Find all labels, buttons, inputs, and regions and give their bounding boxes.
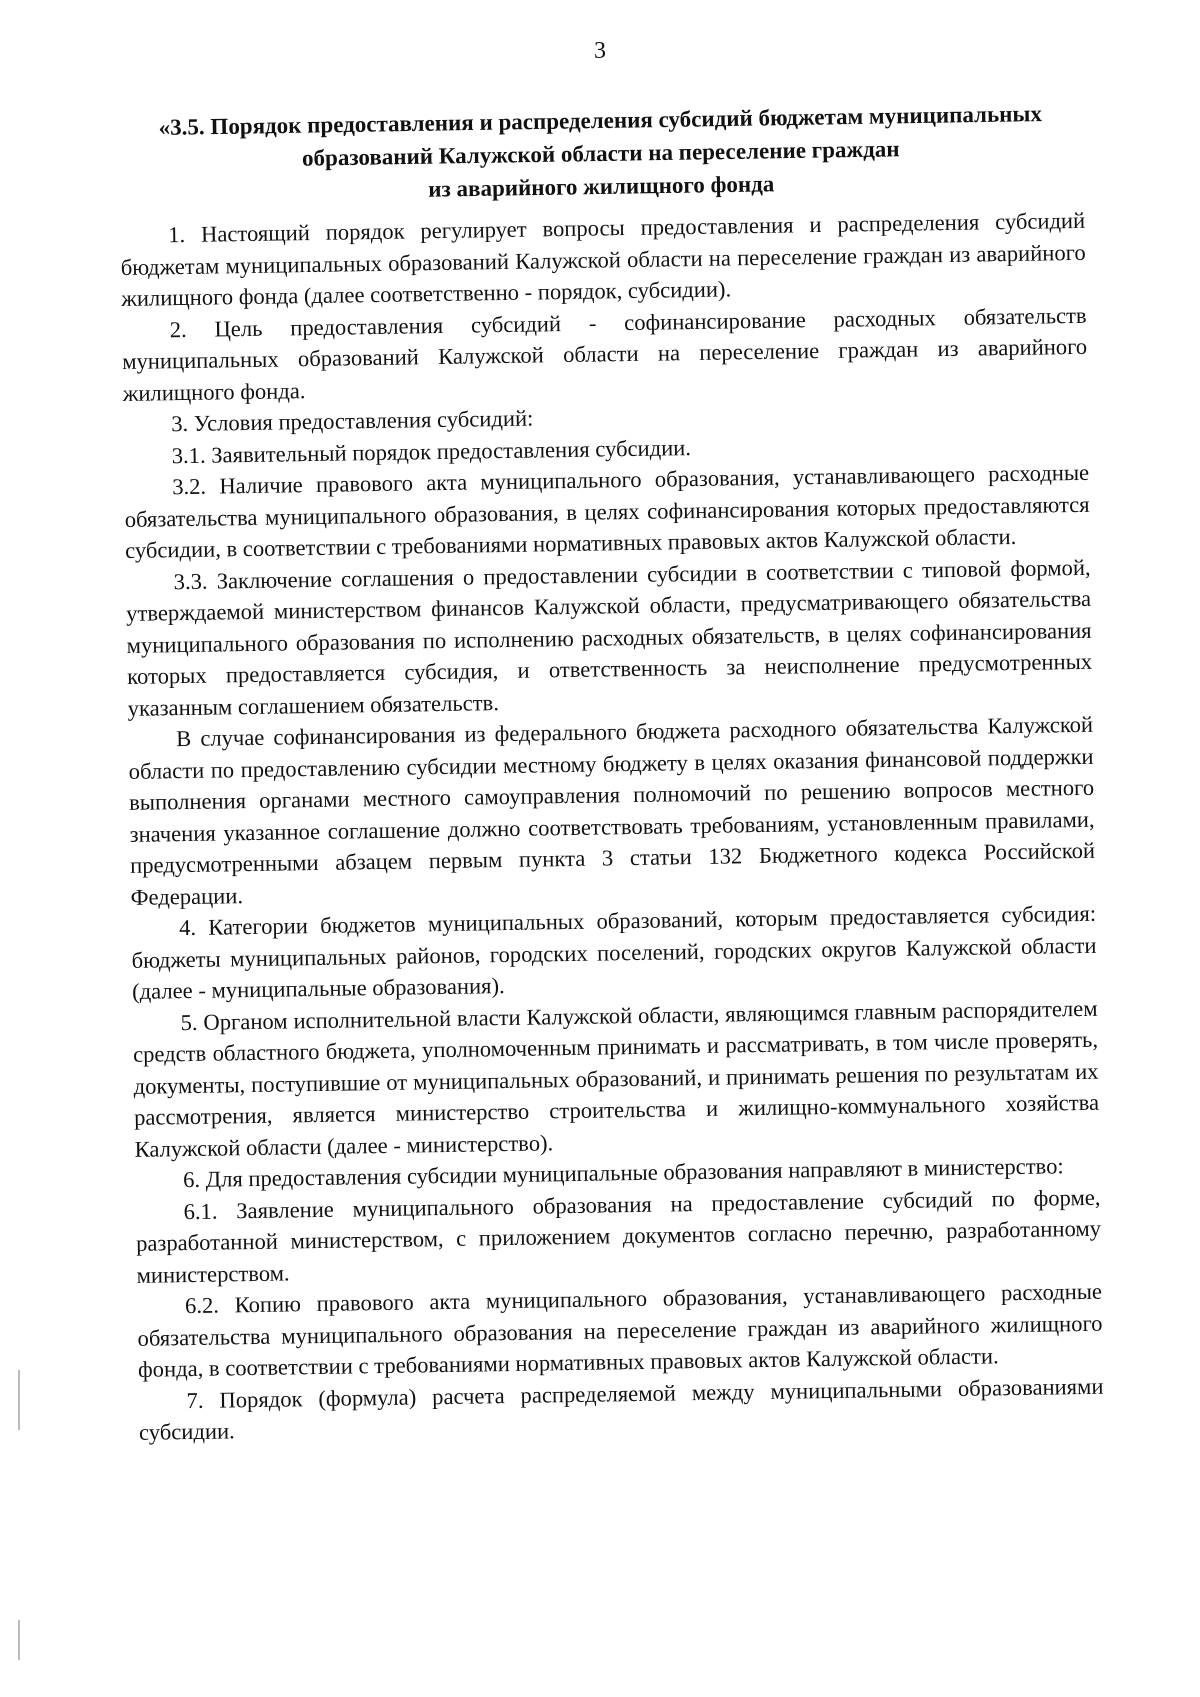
paragraph-6-1: 6.1. Заявление муниципального образования на предоставление субсидий по форме, разработанной министерством, с приложением документов согласно перечню, разработанному министерством. xyxy=(135,1184,1102,1288)
paragraph-3-1: 3.1. Заявительный порядок предоставления субсидии. xyxy=(171,434,692,468)
section-title-line: из аварийного жилищного фонда xyxy=(428,171,775,202)
paragraph-3-2: 3.2. Наличие правового акта муниципального образования, устанавливающего расходные обязательства муниципального образования, в целях софинансирования которых предоставляются субсидии, в соответствии с требованиями нормативных правовых актов Калужской области. xyxy=(124,459,1090,563)
paragraph-6: 6. Для предоставления субсидии муниципальные образования направляют в министерство: xyxy=(182,1153,1064,1193)
paragraph-2: 2. Цель предоставления субсидий - софинансирование расходных обязательств муниципальных образований Калужской области на переселение граждан из аварийного жилищного фонда. xyxy=(122,302,1088,406)
scan-edge-mark xyxy=(18,1370,20,1430)
paragraph-3-3: 3.3. Заключение соглашения о предоставлении субсидии в соответствии с типовой формой, утверждаемой министерством финансов Калужской области, предусматривающего обязательства муниципального образования по исполнению расходных обязательств, в целях софинансирования которых предоставляется субсидия, и ответственность за неисполнение предусмотренных указанным соглашением обязательств. xyxy=(125,554,1093,721)
page-number: 3 xyxy=(594,38,606,64)
scan-edge-mark xyxy=(18,1620,20,1660)
paragraph-3-3-federal: В случае софинансирования из федерального бюджета расходного обязательства Калужской области по предоставлению субсидии местному бюджету в целях оказания финансовой поддержки выполнения органами местного самоуправления полномочий по решению вопросов местного значения указанное соглашение должно соответствовать требованиям, установленным правилами, предусмотренными абзацем первым пункта 3 статьи 132 Бюджетного кодекса Российской Федерации. xyxy=(128,711,1096,910)
paragraph-4: 4. Категории бюджетов муниципальных образований, которым предоставляется субсидия: бюджеты муниципальных районов, городских поселений, городских округов Калужской области (далее - муниципальные образования). xyxy=(131,900,1097,1004)
document-body xyxy=(120,205,1104,1449)
section-title xyxy=(120,96,1081,210)
paragraph-5: 5. Органом исполнительной власти Калужской области, являющимся главным распорядителем средств областного бюджета, уполномоченным принимать и рассматривать, в том числе проверять, документы, поступившие от муниципальных образований, и принимать решения по результатам их рассмотрения, является министерство строительства и жилищно-коммунального хозяйства Калужской области (далее - министерство). xyxy=(132,995,1100,1162)
section-title-line: образований Калужской области на переселение граждан xyxy=(301,136,900,171)
paragraph-7: 7. Порядок (формула) расчета распределяемой между муниципальными образованиями субсидии. xyxy=(138,1373,1104,1445)
paragraph-6-2: 6.2. Копию правового акта муниципального образования, устанавливающего расходные обязательства муниципального образования на переселение граждан из аварийного жилищного фонда, в соответствии с требованиями нормативных правовых актов Калужской области. xyxy=(137,1278,1103,1382)
paragraph-1: 1. Настоящий порядок регулирует вопросы предоставления и распределения субсидий бюджетам муниципальных образований Калужской области на переселение граждан из аварийного жилищного фонда (далее соответственно - порядок, субсидии). xyxy=(120,207,1086,311)
paragraph-3: 3. Условия предоставления субсидий: xyxy=(171,405,534,437)
section-title-line: «3.5. Порядок предоставления и распределения субсидий бюджетам муниципальных xyxy=(158,101,1043,140)
